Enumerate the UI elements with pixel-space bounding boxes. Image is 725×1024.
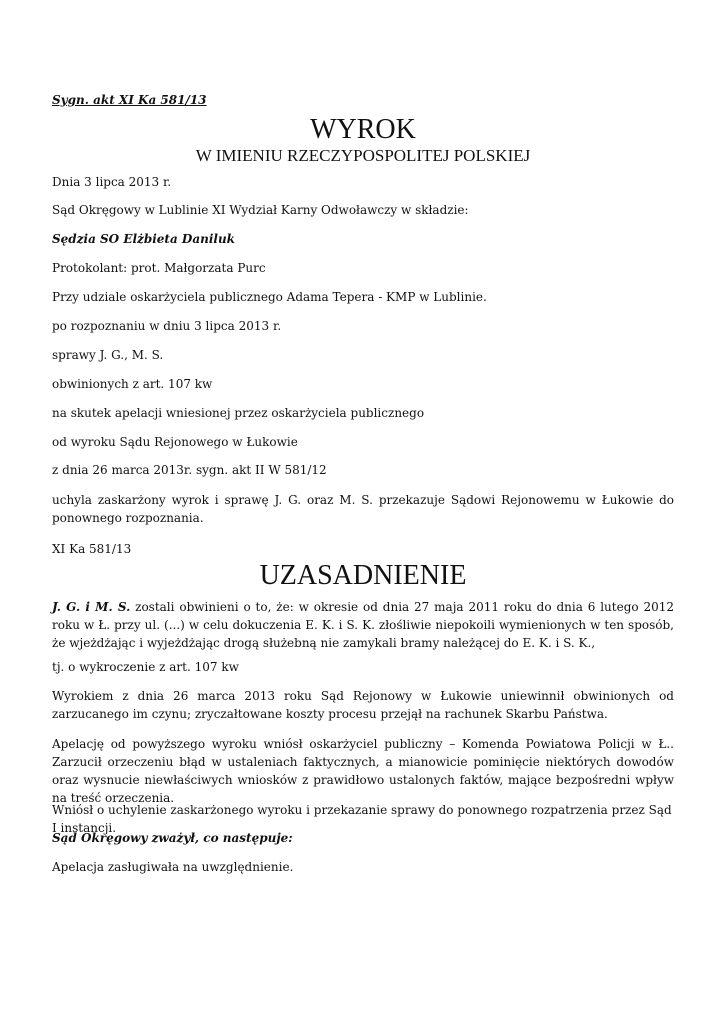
- justification-paragraph-verdict: Wyrokiem z dnia 26 marca 2013 roku Sąd Rejonowy w Łukowie uniewinnił obwinionych od zarzucanego im czynu; zryczałtowane koszty procesu przejął na rachunek Skarbu Państwa.: [52, 689, 674, 721]
- from-judgment-line: od wyroku Sądu Rejonowego w Łukowie: [52, 435, 298, 449]
- judgment-date: Dnia 3 lipca 2013 r.: [52, 175, 172, 189]
- charges-text: zostali obwinieni o to, że: w okresie od dnia 27 maja 2011 roku do dnia 6 lutego 2012 roku w Ł. przy ul. (...) w celu dokuczenia E. K. i S. K. złośliwie niepokoili wymienionych w ten sposób, że wjeżdżając i wyjeżdżając drogą służebną nie zamykali bramy należącej do E. K. i S. K.,: [52, 600, 674, 650]
- justification-paragraph-conclusion: Apelacja zasługiwała na uwzględnienie.: [52, 860, 294, 874]
- appeal-line: na skutek apelacji wniesionej przez oskarżyciela publicznego: [52, 406, 425, 420]
- ruling-paragraph: uchyla zaskarżony wyrok i sprawę J. G. oraz M. S. przekazuje Sądowi Rejonowemu w Łukowie do ponownego rozpoznania.: [52, 493, 674, 525]
- case-signature: Sygn. akt XI Ka 581/13: [52, 93, 207, 107]
- justification-paragraph-motion: Wniósł o uchylenie zaskarżonego wyroku i przekazanie sprawy do ponownego rozpatrzenia przez Sąd I instancji.: [52, 803, 672, 835]
- justification-paragraph-appeal: Apelację od powyższego wyroku wniósł oskarżyciel publiczny – Komenda Powiatowa Policji w Ł.. Zarzucił orzeczeniu błąd w ustaleniach faktycznych, a mianowicie pominięcie niektórych dowodów oraz wysnucie niewłaściwych wniosków z prawidłowo ustalonych faktów, mające bezpośredni wpływ na treść orzeczenia.: [52, 737, 674, 805]
- hearing-date: po rozpoznaniu w dniu 3 lipca 2013 r.: [52, 319, 282, 333]
- from-date-line: z dnia 26 marca 2013r. sygn. akt II W 581/12: [52, 463, 327, 477]
- justification-title: UZASADNIENIE: [259, 560, 467, 591]
- case-parties: sprawy J. G., M. S.: [52, 348, 164, 362]
- judgment-subtitle: W IMIENIU RZECZYPOSPOLITEJ POLSKIEJ: [195, 146, 531, 165]
- justification-paragraph-offence: tj. o wykroczenie z art. 107 kw: [52, 660, 239, 674]
- prosecutor-line: Przy udziale oskarżyciela publicznego Adama Tepera - KMP w Lublinie.: [52, 290, 487, 304]
- judge-name: Sędzia SO Elżbieta Daniluk: [52, 232, 235, 246]
- judgment-title: WYROK: [310, 114, 416, 145]
- justification-paragraph-charges: [52, 598, 674, 652]
- charge-line: obwinionych z art. 107 kw: [52, 377, 213, 391]
- court-composition: Sąd Okręgowy w Lublinie XI Wydział Karny Odwoławczy w składzie:: [52, 203, 469, 217]
- accused-names: J. G. i M. S.: [52, 600, 131, 614]
- clerk-line: Protokolant: prot. Małgorzata Purc: [52, 261, 266, 275]
- justification-case-ref: XI Ka 581/13: [52, 542, 132, 556]
- justification-court-considered: Sąd Okręgowy zważył, co następuje:: [52, 831, 293, 845]
